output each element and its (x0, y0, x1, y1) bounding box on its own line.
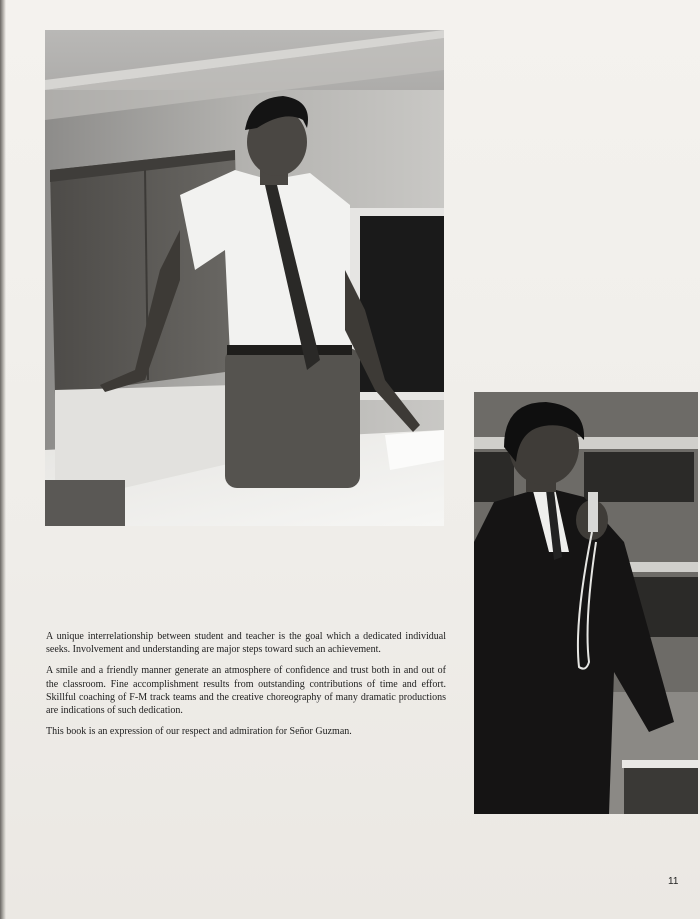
dedication-paragraph-2: A smile and a friendly manner generate an atmosphere of confidence and trust both in and out of the classroom. Fine accomplishment results from outstanding contributions of time and effort. Skillful coaching of F-M track teams and the creative choreography of many dramatic productions are indications of such dedication. (46, 665, 446, 717)
dedication-paragraph-1: A unique interrelationship between student and teacher is the goal which a dedicated individual seeks. Involvement and understanding are major steps toward such an achievement. (46, 631, 446, 656)
dedication-text (46, 630, 446, 746)
page-binding-shadow (0, 0, 6, 919)
dedication-paragraph-3: This book is an expression of our respect and admiration for Señor Guzman. (46, 726, 352, 738)
photo-speaker-outdoors-illustration (474, 392, 698, 814)
photo-teacher-classroom-illustration (45, 30, 444, 526)
page-number: 11 (668, 876, 679, 887)
photo-teacher-classroom (45, 30, 444, 526)
photo-speaker-outdoors (474, 392, 698, 814)
